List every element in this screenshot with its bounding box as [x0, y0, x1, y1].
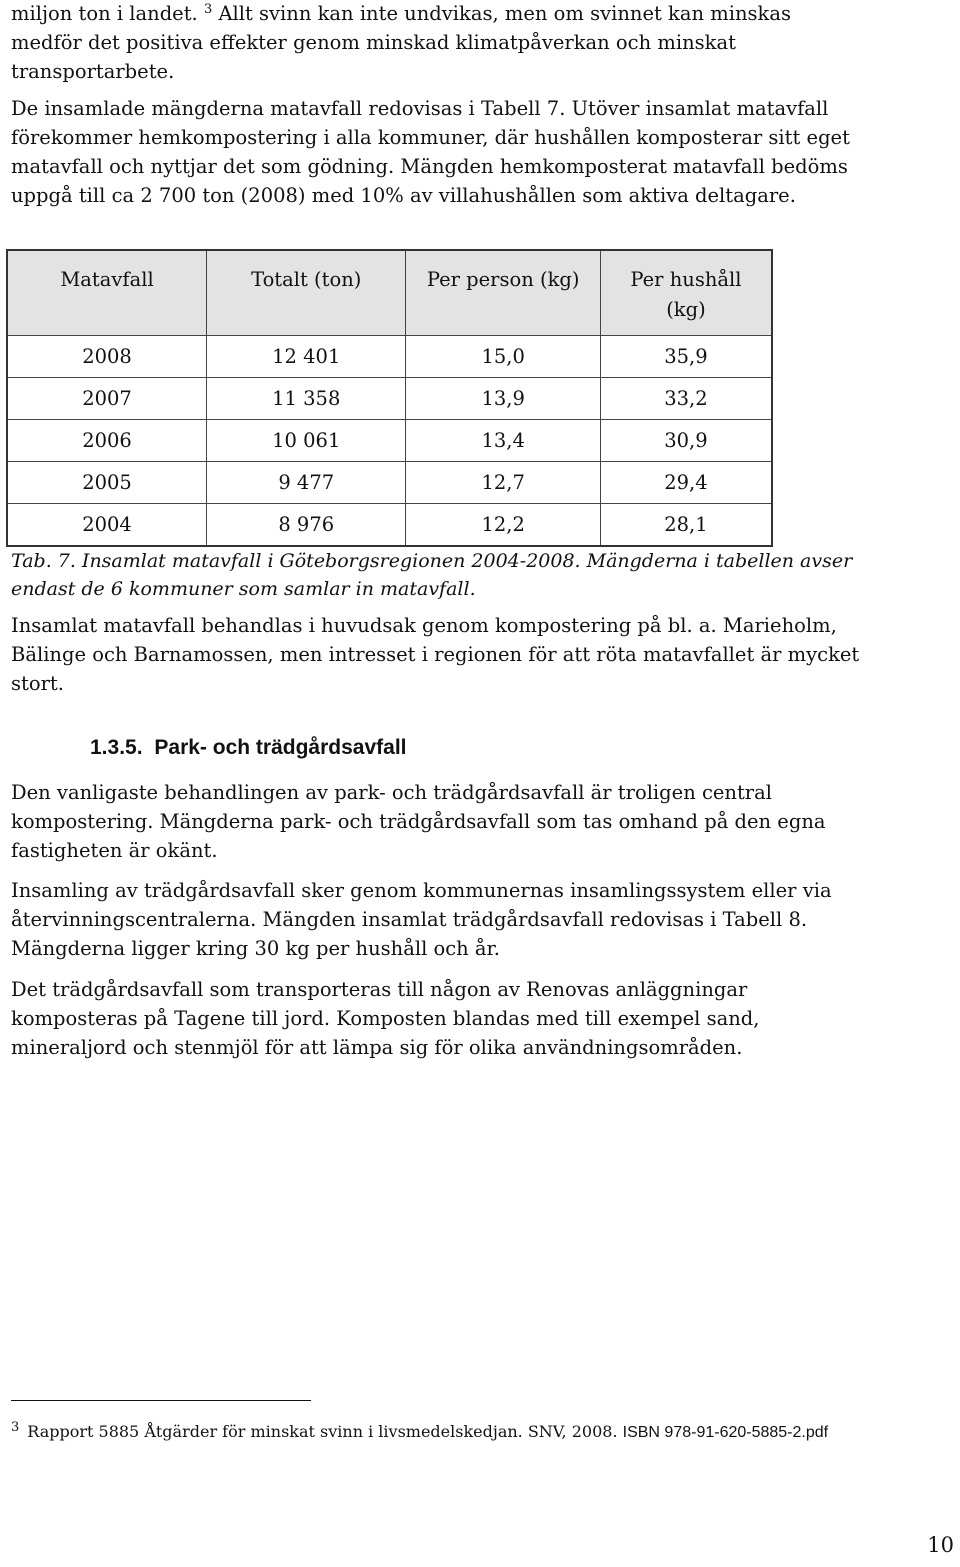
table-cell-year: 2007	[7, 378, 207, 420]
footnote-mark: 3	[11, 1420, 20, 1435]
paragraph-line: fastigheten är okänt.	[11, 839, 218, 862]
intro-line-1	[11, 0, 951, 28]
table-cell-per-household: 33,2	[600, 378, 772, 420]
paragraph-line: Den vanligaste behandlingen av park- och trädgårdsavfall är troligen central	[11, 781, 772, 804]
table-row	[7, 462, 772, 504]
table-cell-total: 11 358	[207, 378, 406, 420]
table-cell-total: 9 477	[207, 462, 406, 504]
paragraph-renova	[11, 975, 951, 1062]
table-cell-per-household: 29,4	[600, 462, 772, 504]
table-cell-per-household: 35,9	[600, 336, 772, 378]
footnote-reference: 3	[203, 2, 213, 17]
paragraph-matavfall-intro	[11, 94, 951, 210]
table-cell-year: 2005	[7, 462, 207, 504]
column-header-matavfall: Matavfall	[7, 250, 207, 336]
intro-line-2: medför det positiva effekter genom minskad klimatpåverkan och minskat	[11, 31, 736, 54]
table-cell-per-person: 12,2	[406, 504, 600, 547]
paragraph-line: uppgå till ca 2 700 ton (2008) med 10% av villahushållen som aktiva deltagare.	[11, 184, 796, 207]
table-caption	[11, 547, 852, 603]
paragraph-line: återvinningscentralerna. Mängden insamlat trädgårdsavfall redovisas i Tabell 8.	[11, 908, 808, 931]
paragraph-line: Bälinge och Barnamossen, men intresset i regionen för att röta matavfallet är mycket	[11, 643, 860, 666]
intro-line-1-start: miljon ton i landet.	[11, 2, 198, 25]
table-cell-per-person: 12,7	[406, 462, 600, 504]
paragraph-line: förekommer hemkompostering i alla kommuner, där hushållen komposterar sitt eget	[11, 126, 850, 149]
paragraph-line: De insamlade mängderna matavfall redovisas i Tabell 7. Utöver insamlat matavfall	[11, 97, 829, 120]
table-caption-line-2: endast de 6 kommuner som samlar in matavfall.	[11, 578, 476, 600]
section-number: 1.3.5.	[90, 736, 143, 759]
table-row	[7, 504, 772, 547]
paragraph-line: matavfall och nyttjar det som gödning. Mängden hemkomposterat matavfall bedöms	[11, 155, 848, 178]
table-row	[7, 378, 772, 420]
footnote-text: Rapport 5885 Åtgärder för minskat svinn i livsmedelskedjan. SNV, 2008.	[27, 1422, 618, 1441]
paragraph-behandling	[11, 611, 951, 698]
table-cell-per-person: 13,9	[406, 378, 600, 420]
paragraph-line: komposteras på Tagene till jord. Komposten blandas med till exempel sand,	[11, 1007, 760, 1030]
footnote	[11, 1416, 828, 1445]
table-row	[7, 420, 772, 462]
table-cell-year: 2008	[7, 336, 207, 378]
footnote-divider	[11, 1400, 311, 1401]
paragraph-line: kompostering. Mängderna park- och trädgårdsavfall som tas omhand på den egna	[11, 810, 826, 833]
table-cell-total: 10 061	[207, 420, 406, 462]
intro-line-3: transportarbete.	[11, 60, 175, 83]
table-cell-total: 8 976	[207, 504, 406, 547]
page-number: 10	[927, 1533, 954, 1557]
matavfall-table	[6, 249, 773, 547]
paragraph-park-behandling	[11, 778, 951, 865]
paragraph-insamling	[11, 876, 951, 963]
table-cell-year: 2004	[7, 504, 207, 547]
column-header-totalt: Totalt (ton)	[207, 250, 406, 336]
paragraph-line: Insamling av trädgårdsavfall sker genom kommunernas insamlingssystem eller via	[11, 879, 832, 902]
table-cell-per-person: 13,4	[406, 420, 600, 462]
paragraph-line: Mängderna ligger kring 30 kg per hushåll och år.	[11, 937, 500, 960]
table-header-row	[7, 250, 772, 336]
table-cell-per-household: 28,1	[600, 504, 772, 547]
paragraph-line: Det trädgårdsavfall som transporteras till någon av Renovas anläggningar	[11, 978, 748, 1001]
column-header-per-hushall	[600, 250, 772, 336]
table-cell-year: 2006	[7, 420, 207, 462]
column-header-per-person: Per person (kg)	[406, 250, 600, 336]
table-cell-per-person: 15,0	[406, 336, 600, 378]
footnote-isbn: ISBN 978-91-620-5885-2.pdf	[622, 1424, 829, 1441]
section-title: Park- och trädgårdsavfall	[154, 736, 407, 759]
intro-line-1-rest: Allt svinn kan inte undvikas, men om svinnet kan minskas	[212, 2, 791, 25]
column-header-per-hushall-line-1: Per hushåll	[630, 268, 742, 291]
paragraph-line: Insamlat matavfall behandlas i huvudsak genom kompostering på bl. a. Marieholm,	[11, 614, 837, 637]
intro-paragraph	[11, 0, 951, 86]
paragraph-line: mineraljord och stenmjöl för att lämpa sig för olika användningsområden.	[11, 1036, 743, 1059]
table-row	[7, 336, 772, 378]
column-header-per-hushall-line-2: (kg)	[666, 298, 706, 321]
table-cell-per-household: 30,9	[600, 420, 772, 462]
paragraph-line: stort.	[11, 672, 64, 695]
section-heading	[90, 736, 406, 760]
table-cell-total: 12 401	[207, 336, 406, 378]
table-caption-line-1: Tab. 7. Insamlat matavfall i Göteborgsregionen 2004-2008. Mängderna i tabellen avser	[11, 550, 853, 572]
